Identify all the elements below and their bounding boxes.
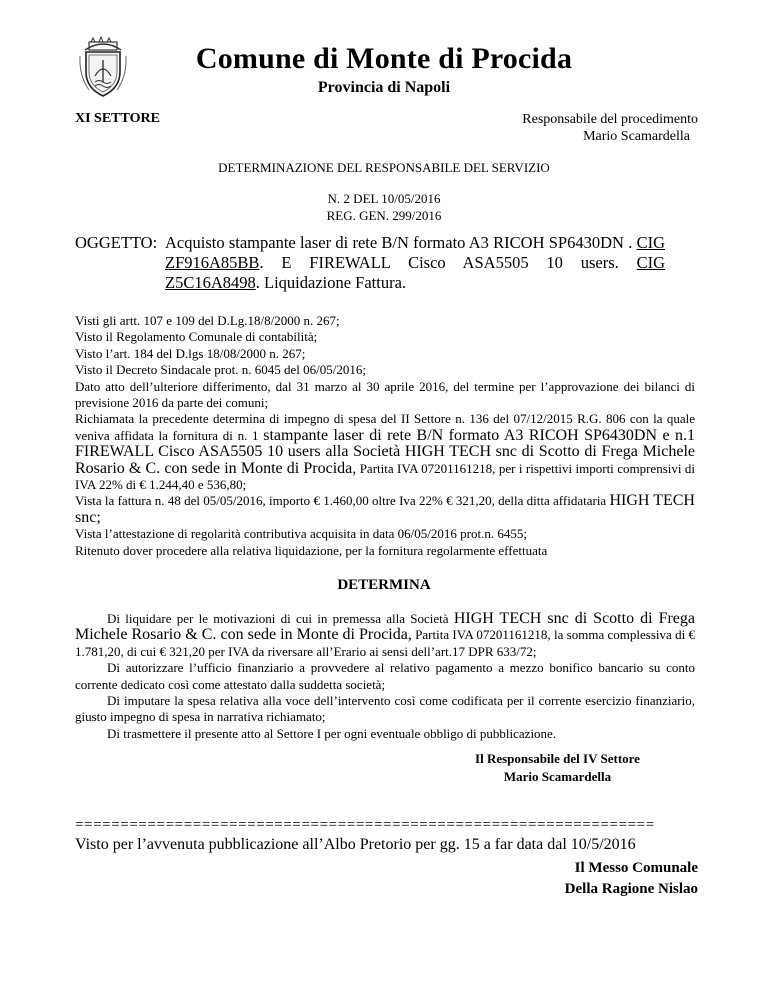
messo-name: Della Ragione Nislao (564, 881, 698, 897)
procedure-responsible (522, 111, 698, 145)
subject-text-3: . Liquidazione Fattura. (255, 273, 407, 292)
subject-cig-1: CIG ZF916A85BB (165, 233, 665, 272)
premise-invoice-b: HIGH TECH snc; (75, 492, 695, 526)
signature-name: Mario Scamardella (503, 769, 612, 784)
messo-comunale-block (565, 858, 698, 900)
decision-paragraph-authorize: Di autorizzare l’ufficio finanziario a provvedere al relativo pagamento a mezzo bonifico bancario su conto corrente dedicato così come attestato dalla suddetta società; (75, 660, 695, 692)
premise-commitment-c: Partita IVA 07201161218, per i rispettivi importi comprensivi di IVA 22% di € 1.244,40 e 536,80; (75, 460, 695, 493)
premise-line: Visto l’art. 184 del D.lgs 18/08/2000 n. 267; (75, 345, 306, 361)
decision-section (75, 611, 695, 742)
signature-block (420, 750, 695, 786)
premise-invoice (75, 493, 695, 526)
decision-p1-b: HIGH TECH snc di Scotto di Frega Michele Rosario & C. con sede in Monte di Procida, (75, 610, 695, 644)
decision-p1-a: Di liquidare per le motivazioni di cui in premessa alla Società (107, 611, 454, 626)
messo-role: Il Messo Comunale (574, 860, 698, 876)
responsible-label: Responsabile del procedimento (522, 112, 698, 127)
premises-section (75, 313, 695, 559)
premise-invoice-a: Vista la fattura n. 48 del 05/05/2016, importo € 1.460,00 oltre Iva 22% € 321,20, della ditta affidataria (75, 493, 610, 509)
decision-paragraph-transmit: Di trasmettere il presente atto al Settore I per ogni eventuale obbligo di pubblicazione. (107, 725, 557, 741)
premise-line: Visti gli artt. 107 e 109 del D.Lg.18/8/2000 n. 267; (75, 313, 340, 328)
determination-number: N. 2 DEL 10/05/2016 (327, 191, 441, 206)
determination-heading: DETERMINAZIONE DEL RESPONSABILE DEL SERVIZIO (218, 160, 550, 175)
premise-line: Visto il Regolamento Comunale di contabilità; (75, 329, 318, 345)
premise-line: Dato atto dell’ulteriore differimento, dal 31 marzo al 30 aprile 2016, del termine per l’approvazione dei bilanci di previsione 2016 da parte dei comuni; (75, 378, 695, 411)
determination-reg-gen: REG. GEN. 299/2016 (326, 208, 442, 223)
province-subtitle: Provincia di Napoli (317, 79, 451, 96)
subject-label: OGGETTO: (75, 233, 158, 252)
premise-previous-commitment (75, 411, 695, 493)
municipality-title: Comune di Monte di Procida (195, 42, 573, 75)
determina-heading: DETERMINA (337, 577, 431, 593)
separator-line: ================================================================ (75, 817, 655, 833)
subject-text (165, 233, 665, 293)
responsible-name: Mario Scamardella (583, 129, 690, 144)
decision-p1-c: Partita IVA 07201161218, la somma complessiva di € 1.781,20, di cui € 321,20 per IVA da riversare all’Erario ai sensi dell’art.17 DPR 633/72; (75, 627, 695, 659)
signature-role: Il Responsabile del IV Settore (475, 751, 640, 766)
subject-text-2: . E FIREWALL Cisco ASA5505 10 users. (259, 253, 637, 272)
sector-label: XI SETTORE (75, 111, 160, 126)
decision-paragraph-impute: Di imputare la spesa relativa alla voce dell’intervento così come codificata per il corrente esercizio finanziario, giusto impegno di spesa in narrativa richiamato; (75, 693, 695, 725)
publication-note: Visto per l’avvenuta pubblicazione all’Albo Pretorio per gg. 15 a far data dal 10/5/2016 (75, 836, 636, 853)
premise-line: Vista l’attestazione di regolarità contributiva acquisita in data 06/05/2016 prot.n. 6455; (75, 526, 527, 542)
premise-line: Ritenuto dover procedere alla relativa liquidazione, per la fornitura regolarmente effettuata (75, 542, 548, 558)
subject-cig-2: CIG Z5C16A8498 (165, 253, 665, 292)
premise-commitment-a: Richiamata la precedente determina di impegno di spesa del II Settore n. 136 del 07/12/2015 R.G. 806 con la quale veniva affidata la fornitura di n. 1 (75, 411, 695, 443)
decision-paragraph-liquidate (75, 611, 695, 660)
premise-commitment-b: stampante laser di rete B/N formato A3 RICOH SP6430DN e n.1 FIREWALL Cisco ASA5505 10 users alla Società HIGH TECH snc di Scotto di Frega Michele Rosario & C. con sede in Monte di Procida, (75, 426, 695, 477)
subject-text-1: Acquisto stampante laser di rete B/N formato A3 RICOH SP6430DN . (165, 233, 633, 252)
premise-line: Visto il Decreto Sindacale prot. n. 6045 del 06/05/2016; (75, 362, 366, 378)
determination-number-block (0, 190, 768, 224)
